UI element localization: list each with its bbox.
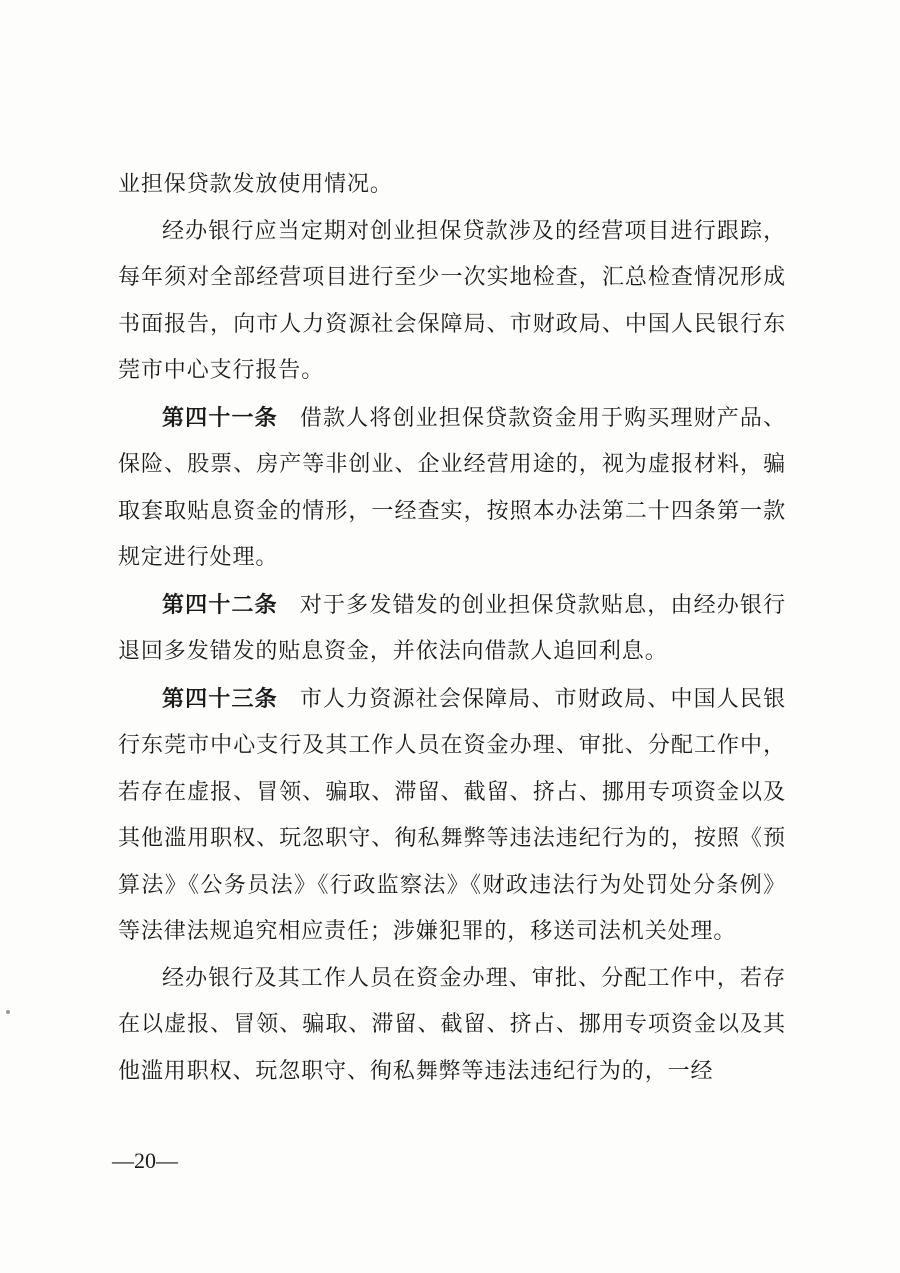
article-42-label: 第四十二条 <box>162 591 278 618</box>
article-41 <box>118 395 786 582</box>
article-42-text: 对于多发错发的创业担保贷款贴息，由经办银行退回多发错发的贴息资金，并依法向借款人追回利息。 <box>118 592 786 664</box>
article-43-label: 第四十三条 <box>162 685 278 712</box>
article-43-text: 市人力资源社会保障局、市财政局、中国人民银行东莞市中心支行及其工作人员在资金办理、审批、分配工作中，若存在虚报、冒领、骗取、滞留、截留、挤占、挪用专项资金以及其他滥用职权、玩忽职守、徇私舞弊等违法违纪行为的，按照《预算法》《公务员法》《行政监察法》《财政违法行为处罚处分条例》等法律法规追究相应责任；涉嫌犯罪的，移送司法机关处理。 <box>118 686 786 944</box>
paragraph-1 <box>118 162 786 209</box>
paragraph-6 <box>118 956 786 1096</box>
paragraph-6-text: 经办银行及其工作人员在资金办理、审批、分配工作中，若存在以虚报、冒领、骗取、滞留、截留、挤占、挪用专项资金以及其他滥用职权、玩忽职守、徇私舞弊等违法违纪行为的，一经 <box>118 965 786 1084</box>
scan-edge-mark <box>6 1010 10 1014</box>
article-41-text: 借款人将创业担保贷款资金用于购买理财产品、保险、股票、房产等非创业、企业经营用途的，视为虚报材料，骗取套取贴息资金的情形，一经查实，按照本办法第二十四条第一款规定进行处理。 <box>118 405 786 570</box>
article-42 <box>118 582 786 676</box>
body-text <box>118 162 786 1095</box>
paragraph-2 <box>118 209 786 395</box>
article-43 <box>118 676 786 956</box>
paragraph-2-text: 经办银行应当定期对创业担保贷款涉及的经营项目进行跟踪，每年须对全部经营项目进行至少一次实地检查，汇总检查情况形成书面报告，向市人力资源社会保障局、市财政局、中国人民银行东莞市中心支行报告。 <box>118 218 786 383</box>
paragraph-1-text: 业担保贷款发放使用情况。 <box>118 172 393 197</box>
article-41-label: 第四十一条 <box>162 404 278 431</box>
page-number: —20— <box>112 1148 178 1173</box>
